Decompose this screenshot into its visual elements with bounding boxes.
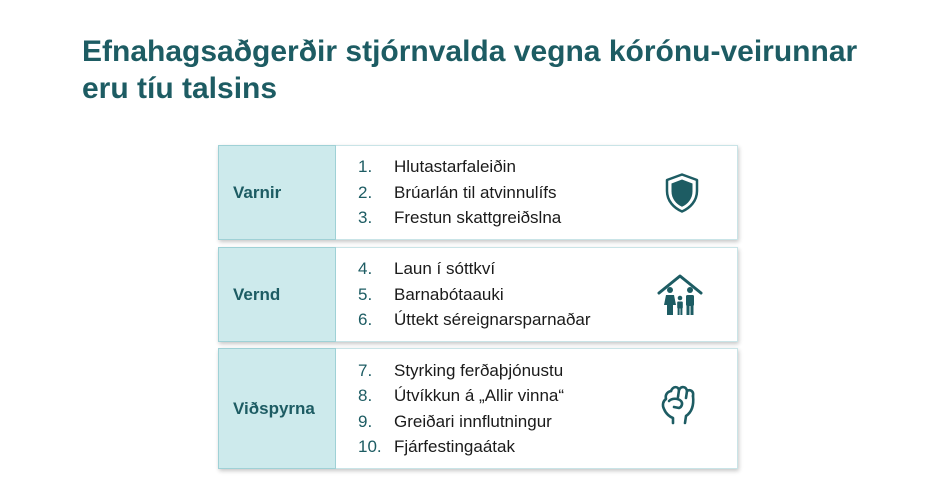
- item-text: Útvíkkun á „Allir vinna“: [394, 386, 565, 405]
- group-label: Varnir: [218, 145, 336, 240]
- item-number: 4.: [358, 259, 373, 279]
- item-text: Hlutastarfaleiðin: [394, 157, 516, 177]
- item-text: Greiðari innflutningur: [394, 411, 552, 431]
- group-panel-vidspyrna: [218, 348, 738, 469]
- item-number: 1.: [358, 157, 373, 177]
- list-item: [358, 358, 737, 384]
- item-text: Laun í sóttkví: [394, 259, 496, 279]
- item-number: 7.: [358, 360, 373, 380]
- item-number: 5.: [358, 284, 373, 304]
- raised-fist-icon: [659, 383, 699, 425]
- item-text: Frestun skattgreiðslna: [394, 208, 562, 228]
- family-home-icon: [657, 273, 703, 317]
- item-number: 10.: [358, 437, 382, 456]
- group-label: Viðspyrna: [218, 348, 336, 469]
- item-number: 2.: [358, 182, 373, 202]
- item-text: Barnabótaauki: [394, 284, 504, 304]
- item-text: Brúarlán til atvinnulífs: [394, 182, 557, 202]
- item-number: 6.: [358, 310, 373, 330]
- group-list: [336, 145, 738, 240]
- group-panel-vernd: [218, 247, 738, 342]
- group-list: [336, 247, 738, 342]
- group-label: Vernd: [218, 247, 336, 342]
- item-number: 3.: [358, 208, 373, 228]
- shield-icon: [665, 173, 699, 213]
- item-text: Úttekt séreignarsparnaðar: [394, 310, 591, 330]
- page-title: Efnahagsaðgerðir stjórnvalda vegna kórónu-veirunnar eru tíu talsins: [82, 35, 858, 105]
- item-text: Styrking ferðaþjónustu: [394, 360, 564, 380]
- item-text: Fjárfestingaátak: [394, 437, 515, 456]
- list-item: [358, 434, 737, 460]
- item-number: 8.: [358, 386, 373, 405]
- group-panel-varnir: [218, 145, 738, 240]
- item-number: 9.: [358, 411, 373, 431]
- group-list: [336, 348, 738, 469]
